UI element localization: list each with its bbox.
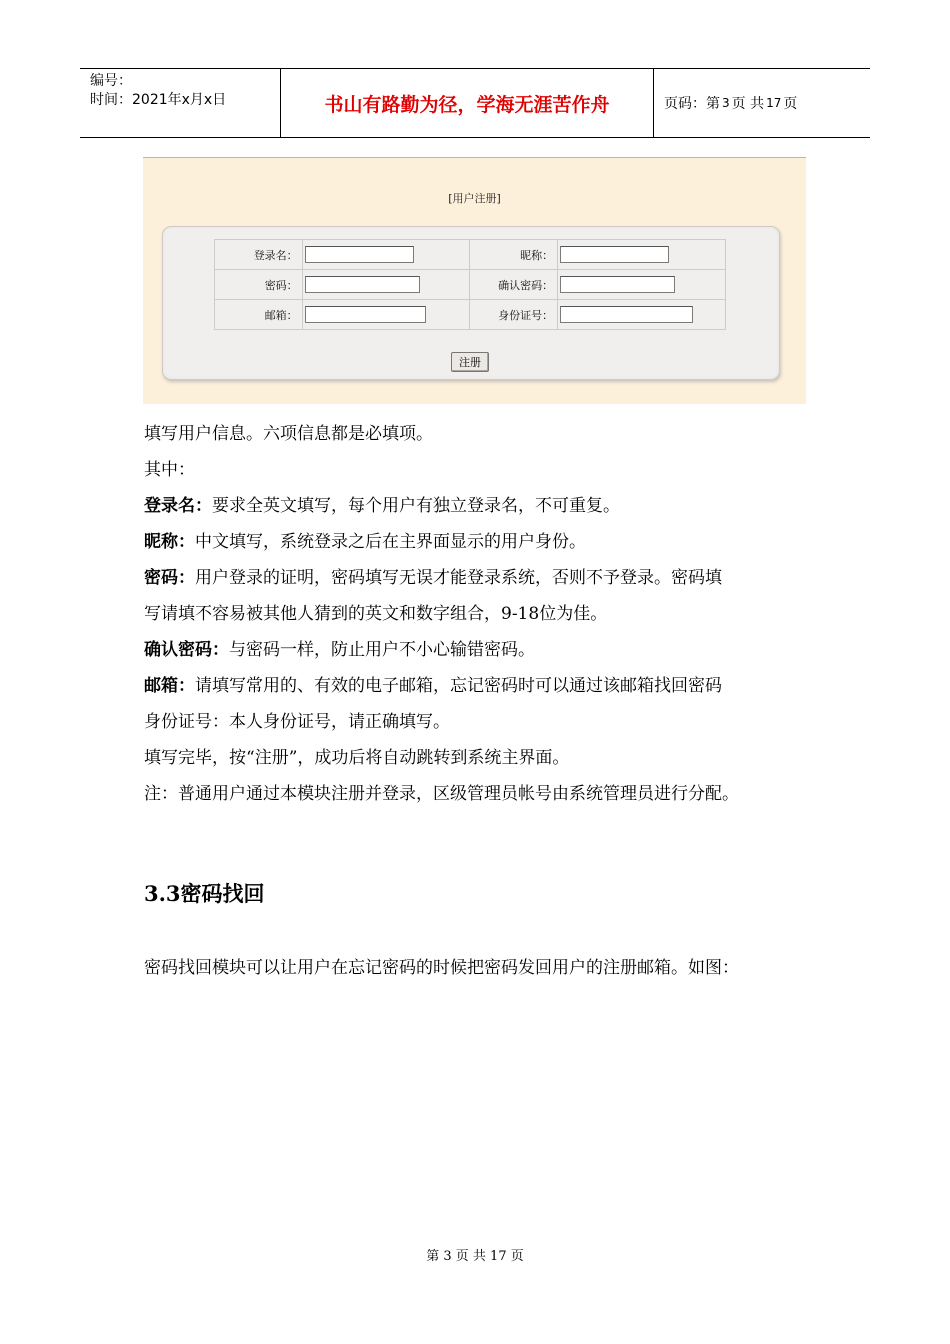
nickname-desc: 中文填写，系统登录之后在主界面显示的用户身份。 (195, 532, 586, 552)
nickname-input[interactable] (560, 246, 669, 263)
page-total: 17 (766, 96, 782, 110)
nickname-label: 昵称： (470, 240, 558, 270)
login-term: 登录名： (144, 496, 212, 516)
paragraph: 其中： (144, 460, 195, 480)
header-meta (80, 69, 281, 137)
form-row (215, 270, 726, 300)
form-row (215, 240, 726, 270)
note: 注：普通用户通过本模块注册并登录，区级管理员帐号由系统管理员进行分配。 (144, 784, 739, 804)
email-definition (144, 668, 824, 704)
page-footer: 第 3 页 共 17 页 (426, 1249, 524, 1264)
login-name-cell (302, 240, 470, 270)
id-definition: 身份证号：本人身份证号，请正确填写。 (144, 712, 450, 732)
section-intro: 密码找回模块可以让用户在忘记密码的时候把密码发回用户的注册邮箱。如图： (144, 958, 739, 978)
nickname-cell (558, 240, 726, 270)
login-desc: 要求全英文填写，每个用户有独立登录名，不可重复。 (212, 496, 620, 516)
password-term: 密码： (144, 568, 195, 588)
login-definition (144, 488, 824, 524)
registration-form (214, 239, 726, 330)
password-input[interactable] (305, 276, 420, 293)
document-body (144, 416, 824, 812)
password-desc-cont: 写请填不容易被其他人猜到的英文和数字组合，9-18位为佳。 (144, 604, 608, 624)
email-cell (302, 300, 470, 330)
header-motto: 书山有路勤为径，学海无涯苦作舟 (281, 69, 654, 137)
email-input[interactable] (305, 306, 426, 323)
password-definition (144, 560, 824, 596)
time-label: 时间：2021年x月x日 (90, 92, 227, 108)
password-label: 密码： (215, 270, 303, 300)
email-term: 邮箱： (144, 676, 195, 696)
section-heading: 3.3密码找回 (144, 881, 265, 906)
header-page-info (654, 69, 870, 137)
registration-screenshot (143, 157, 806, 404)
paragraph: 填写用户信息。六项信息都是必填项。 (144, 424, 433, 444)
page-current: 3 (722, 96, 730, 110)
page-prefix: 页码：第 (664, 96, 720, 112)
confirm-definition (144, 632, 824, 668)
id-number-label: 身份证号： (470, 300, 558, 330)
password-desc: 用户登录的证明，密码填写无误才能登录系统，否则不予登录。密码填 (195, 568, 722, 588)
nickname-term: 昵称： (144, 532, 195, 552)
registration-panel (162, 226, 780, 380)
password-cell (302, 270, 470, 300)
paragraph: 填写完毕，按“注册”，成功后将自动跳转到系统主界面。 (144, 748, 570, 768)
confirm-password-input[interactable] (560, 276, 675, 293)
confirm-term: 确认密码： (144, 640, 229, 660)
form-row (215, 300, 726, 330)
login-name-input[interactable] (305, 246, 414, 263)
page-suffix: 页 (783, 96, 798, 112)
page-header (80, 68, 870, 138)
number-label: 编号： (90, 73, 132, 89)
id-number-cell (558, 300, 726, 330)
registration-title: [用户注册] (448, 192, 501, 205)
confirm-password-cell (558, 270, 726, 300)
id-number-input[interactable] (560, 306, 693, 323)
email-desc: 请填写常用的、有效的电子邮箱，忘记密码时可以通过该邮箱找回密码 (195, 676, 722, 696)
confirm-desc: 与密码一样，防止用户不小心输错密码。 (229, 640, 535, 660)
nickname-definition (144, 524, 824, 560)
register-button[interactable]: 注册 (451, 352, 489, 372)
login-name-label: 登录名： (215, 240, 303, 270)
page-mid: 页 共 (731, 96, 765, 112)
confirm-password-label: 确认密码： (470, 270, 558, 300)
email-label: 邮箱： (215, 300, 303, 330)
